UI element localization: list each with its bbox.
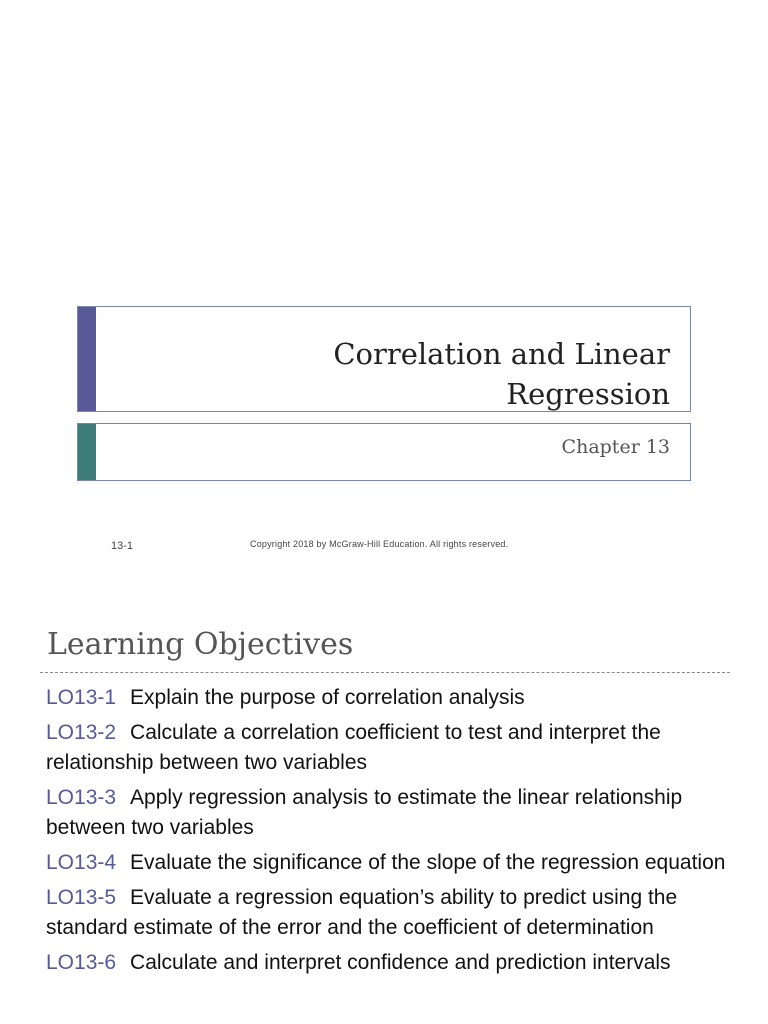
title-box xyxy=(77,306,691,412)
objective-code: LO13-6 xyxy=(46,951,117,974)
slide-title xyxy=(333,334,670,414)
objective-text: Evaluate the significance of the slope of the regression equation xyxy=(130,851,726,874)
objective-item xyxy=(46,783,736,843)
slide-subtitle: Chapter 13 xyxy=(561,436,670,458)
objective-item xyxy=(46,718,736,778)
slide-number: 13-1 xyxy=(111,540,134,552)
objective-code: LO13-1 xyxy=(46,686,117,709)
title-line-2: Regression xyxy=(506,377,670,411)
objective-item xyxy=(46,948,736,978)
objective-item xyxy=(46,848,736,878)
objective-code: LO13-3 xyxy=(46,786,117,809)
objective-item xyxy=(46,683,736,713)
objective-code: LO13-4 xyxy=(46,851,117,874)
objective-item xyxy=(46,883,736,943)
objectives-heading: Learning Objectives xyxy=(47,627,354,662)
objective-text: Calculate a correlation coefficient to test and interpret the relationship between two variables xyxy=(46,721,661,774)
objective-text: Evaluate a regression equation’s ability to predict using the standard estimate of the error and the coefficient of determination xyxy=(46,886,678,939)
objective-text: Apply regression analysis to estimate the linear relationship between two variables xyxy=(46,786,683,839)
subtitle-box xyxy=(77,423,691,481)
objective-code: LO13-5 xyxy=(46,886,117,909)
copyright-notice: Copyright 2018 by McGraw-Hill Education. All rights reserved. xyxy=(250,539,509,549)
title-line-1: Correlation and Linear xyxy=(333,337,670,371)
objectives-slide xyxy=(0,600,768,1024)
objective-code: LO13-2 xyxy=(46,721,117,744)
subtitle-accent-bar xyxy=(78,424,96,480)
objective-text: Explain the purpose of correlation analysis xyxy=(130,686,525,709)
heading-divider xyxy=(40,672,730,673)
objectives-list xyxy=(46,683,736,983)
title-accent-bar xyxy=(78,307,96,411)
objective-text: Calculate and interpret confidence and prediction intervals xyxy=(130,951,671,974)
